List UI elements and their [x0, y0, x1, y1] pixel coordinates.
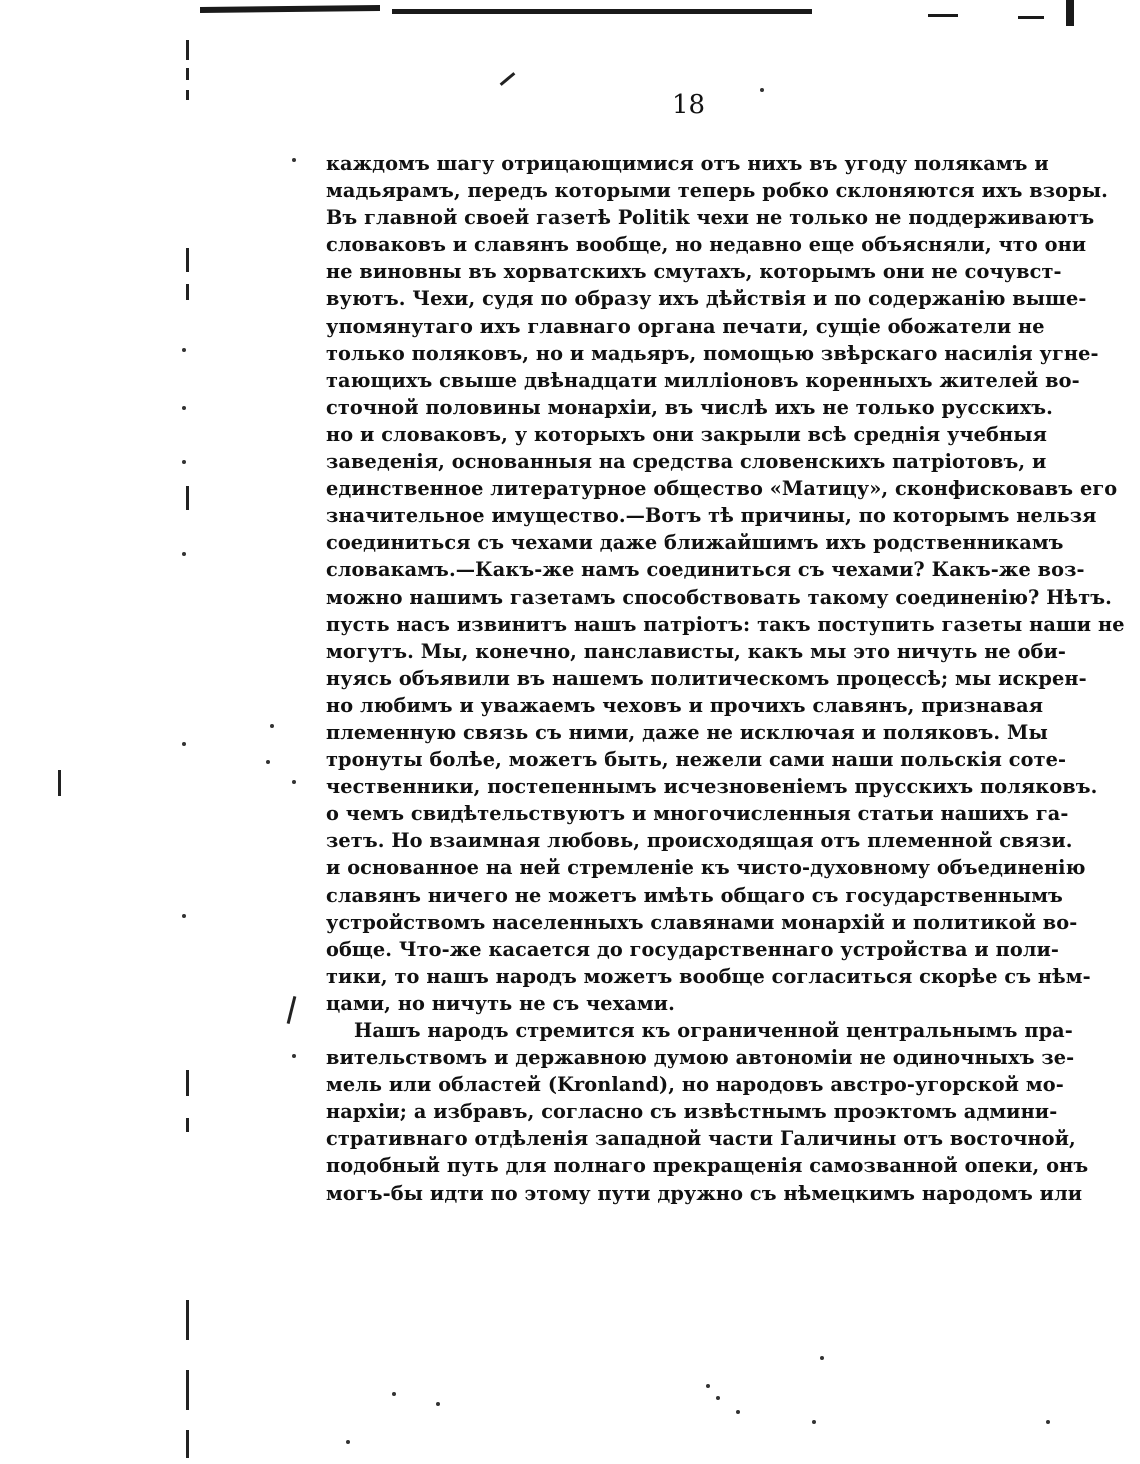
- margin-scan-mark: [186, 248, 189, 272]
- text-line: значительное имущество.—Вотъ тѣ причины, по которымъ нельзя: [326, 504, 1097, 528]
- text-line: стративнаго отдѣленія западной части Галичины отъ восточной,: [326, 1127, 1076, 1151]
- scan-speck: [182, 406, 186, 410]
- text-line: Въ главной своей газетѣ Politik чехи не только не поддерживаютъ: [326, 206, 1095, 230]
- text-line: тающихъ свыше двѣнадцати милліоновъ коренныхъ жителей во-: [326, 368, 1080, 392]
- text-line: о чемъ свидѣтельствуютъ и многочисленныя статьи нашихъ га-: [326, 802, 1069, 826]
- text-line: мель или областей (Kronland), но народовъ австро-угорской мо-: [326, 1073, 1064, 1097]
- scan-rule-mark: [1018, 16, 1044, 19]
- scan-speck: [706, 1384, 710, 1388]
- scan-speck: [292, 780, 296, 784]
- scan-speck: [182, 348, 186, 352]
- margin-scan-mark: [186, 1370, 189, 1410]
- text-line: тики, то нашъ народъ можетъ вообще согласиться скорѣе съ нѣм-: [326, 964, 1091, 988]
- text-line: нархіи; а избравъ, согласно съ извѣстнымъ проэктомъ админи-: [326, 1100, 1058, 1124]
- scan-speck: [812, 1420, 816, 1424]
- text-line: каждомъ шагу отрицающимися отъ нихъ въ угоду полякамъ и: [326, 152, 1049, 175]
- text-line: словаковъ и славянъ вообще, но недавно еще объясняли, что они: [326, 233, 1087, 257]
- scan-speck: [1046, 1420, 1050, 1424]
- scan-speck: [182, 460, 186, 464]
- scan-rule-mark: [392, 9, 812, 14]
- text-line: Нашъ народъ стремится къ ограниченной центральнымъ пра-: [354, 1019, 1073, 1042]
- paragraph: [326, 1017, 1089, 1207]
- margin-scan-mark: [186, 1430, 189, 1458]
- paragraph: [326, 150, 1125, 1017]
- text-line: устройствомъ населенныхъ славянами монархій и политикой во-: [326, 910, 1078, 934]
- scan-speck: [716, 1396, 720, 1400]
- margin-scan-mark: [186, 40, 189, 60]
- scan-speck: [820, 1356, 824, 1360]
- scan-speck: [270, 724, 274, 728]
- text-line: могутъ. Мы, конечно, панслависты, какъ мы это ничуть не оби-: [326, 639, 1067, 663]
- text-line: только поляковъ, но и мадьяръ, помощью звѣрскаго насилія угне-: [326, 341, 1099, 365]
- text-line: племенную связь съ ними, даже не исключая и поляковъ. Мы: [326, 720, 1048, 744]
- scan-speck: [392, 1392, 396, 1396]
- text-line: можно нашимъ газетамъ способствовать такому соединенію? Нѣтъ.: [326, 585, 1112, 609]
- text-line: словакамъ.—Какъ-же намъ соединиться съ чехами? Какъ-же воз-: [326, 558, 1085, 582]
- scan-slash-mark: [500, 72, 516, 86]
- margin-scan-mark: [186, 284, 189, 300]
- margin-scan-mark: [287, 996, 297, 1024]
- text-line: но и словаковъ, у которыхъ они закрыли всѣ среднія учебныя: [326, 422, 1047, 446]
- text-line: могъ-бы идти по этому пути дружно съ нѣмецкимъ народомъ или: [326, 1181, 1083, 1205]
- text-line: зетъ. Но взаимная любовь, происходящая отъ племенной связи.: [326, 829, 1073, 853]
- scan-speck: [760, 88, 764, 92]
- scan-rule-mark: [200, 5, 380, 13]
- text-line: славянъ ничего не можетъ имѣть общаго съ государственнымъ: [326, 883, 1063, 907]
- text-line: тронуты болѣе, можетъ быть, нежели сами наши польскія соте-: [326, 748, 1067, 772]
- body-text: [326, 150, 1125, 1207]
- scan-rule-mark: [928, 14, 958, 17]
- scan-speck: [182, 742, 186, 746]
- text-line: обще. Что-же касается до государственнаго устройства и поли-: [326, 937, 1060, 961]
- scan-speck: [182, 552, 186, 556]
- text-line: мадьярамъ, передъ которыми теперь робко склоняются ихъ взоры.: [326, 179, 1108, 203]
- text-line: чественники, постепеннымъ исчезновеніемъ прусскихъ поляковъ.: [326, 775, 1098, 799]
- text-line: подобный путь для полнаго прекращенія самозванной опеки, онъ: [326, 1154, 1089, 1178]
- scan-speck: [736, 1410, 740, 1414]
- margin-scan-mark: [186, 1118, 189, 1132]
- margin-scan-mark: [186, 68, 189, 80]
- scan-speck: [346, 1440, 350, 1444]
- text-line: цами, но ничуть не съ чехами.: [326, 991, 675, 1015]
- scan-speck: [292, 1054, 296, 1058]
- margin-scan-mark: [186, 90, 189, 100]
- margin-scan-mark: [186, 1300, 189, 1340]
- text-line: пусть насъ извинитъ нашъ патріотъ: такъ поступить газеты наши не: [326, 612, 1125, 636]
- scan-speck: [436, 1402, 440, 1406]
- text-line: сточной половины монархіи, въ числѣ ихъ не только русскихъ.: [326, 395, 1053, 419]
- text-line: единственное литературное общество «Матицу», сконфисковавъ его: [326, 477, 1118, 501]
- scan-edge-mark: [1066, 0, 1074, 26]
- scan-speck: [182, 914, 186, 918]
- margin-scan-mark: [186, 486, 189, 510]
- text-line: но любимъ и уважаемъ чеховъ и прочихъ славянъ, признавая: [326, 693, 1044, 717]
- text-line: вуютъ. Чехи, судя по образу ихъ дѣйствія и по содержанію выше-: [326, 287, 1087, 311]
- scan-speck: [292, 158, 296, 162]
- margin-scan-mark: [58, 770, 61, 796]
- text-line: упомянутаго ихъ главнаго органа печати, сущіе обожатели не: [326, 314, 1045, 338]
- text-line: вительствомъ и державною думою автономіи не одиночныхъ зе-: [326, 1046, 1075, 1070]
- margin-scan-mark: [186, 1070, 189, 1096]
- page-number: 18: [672, 90, 706, 120]
- text-line: не виновны въ хорватскихъ смутахъ, которымъ они не сочувст-: [326, 260, 1062, 284]
- text-line: заведенія, основанныя на средства словенскихъ патріотовъ, и: [326, 450, 1047, 474]
- text-line: нуясь объявили въ нашемъ политическомъ процессѣ; мы искрен-: [326, 666, 1087, 690]
- text-line: и основанное на ней стремленіе къ чисто-духовному объединенію: [326, 856, 1086, 880]
- scan-speck: [266, 760, 270, 764]
- text-line: соединиться съ чехами даже ближайшимъ ихъ родственникамъ: [326, 531, 1064, 555]
